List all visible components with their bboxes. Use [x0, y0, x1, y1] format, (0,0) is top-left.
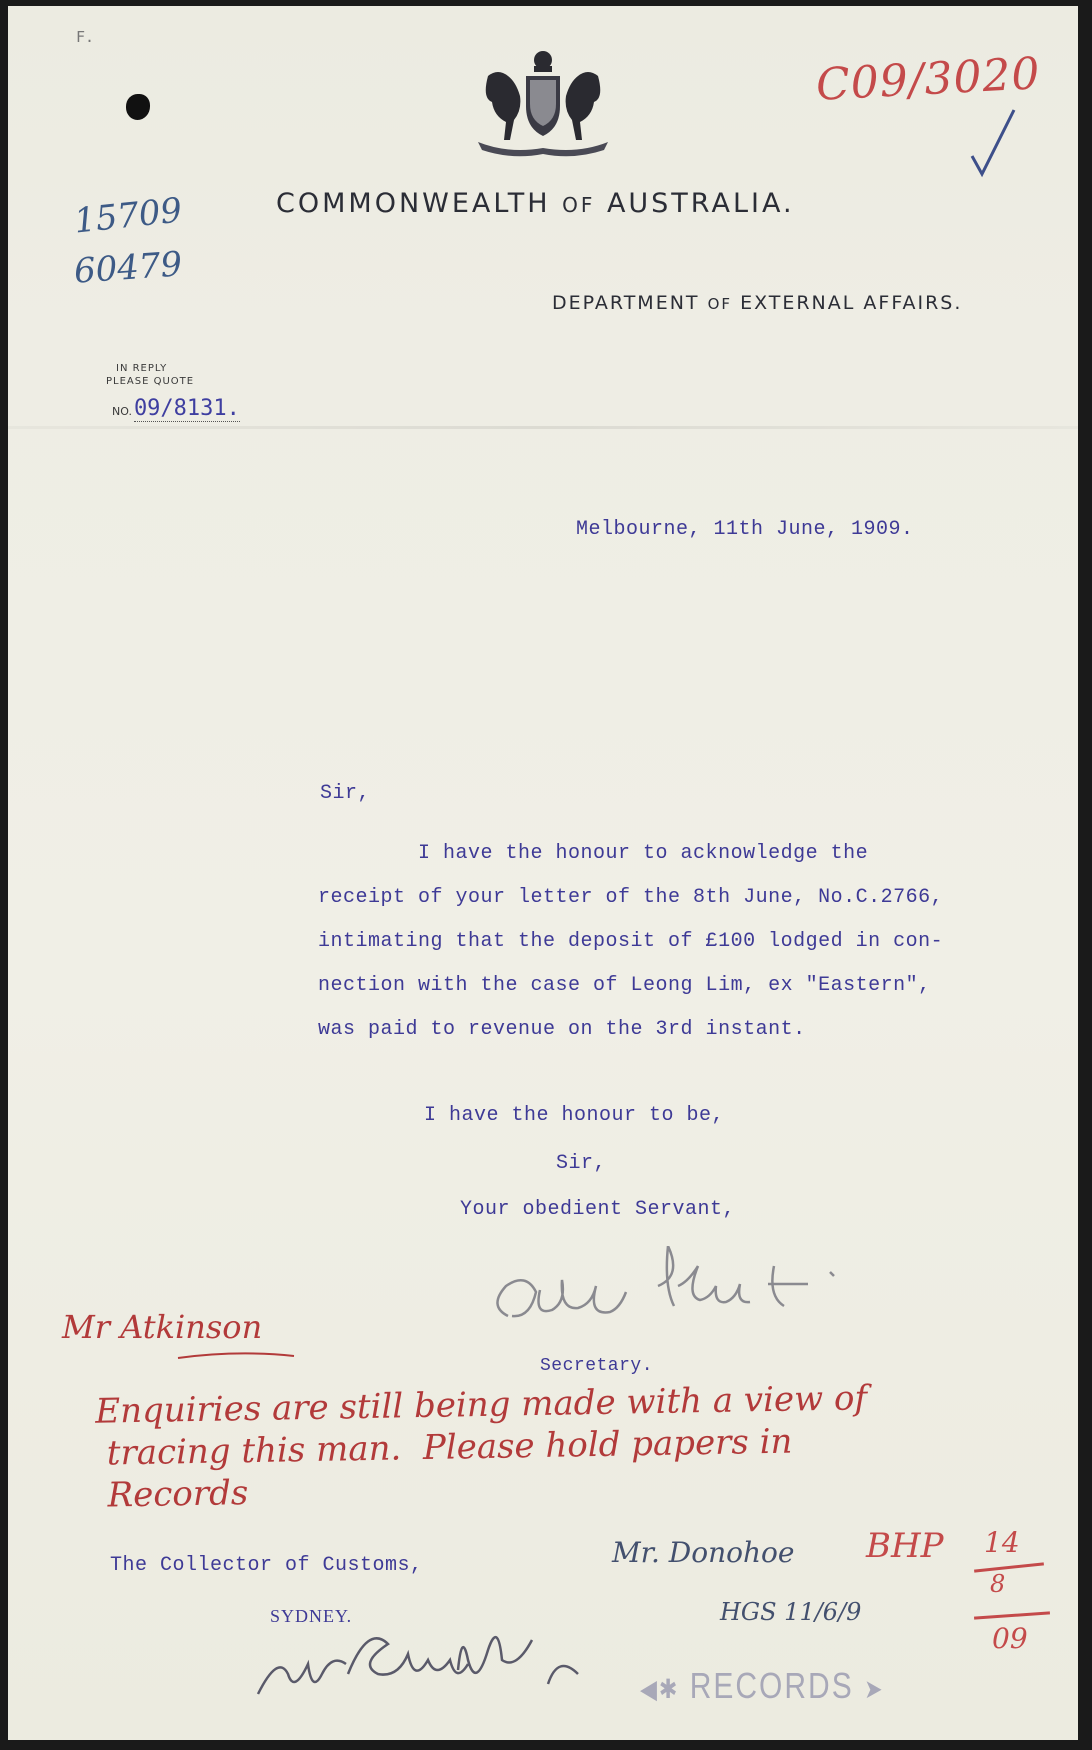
letterhead-title	[276, 188, 795, 219]
punch-hole	[126, 94, 150, 120]
minute-initials: BHP	[866, 1526, 944, 1566]
reply-no-value: 09/8131.	[133, 396, 240, 421]
dept-of: OF	[707, 295, 733, 313]
reply-line1: IN REPLY	[116, 363, 168, 374]
heading-part1: COMMONWEALTH	[276, 188, 551, 219]
secretary-title: Secretary.	[540, 1356, 654, 1376]
addressee-line-2: SYDNEY.	[270, 1606, 353, 1626]
fraction-year: 09	[992, 1622, 1028, 1655]
letter-body: I have the honour to acknowledge the receipt of your letter of the 8th June, No.C.2766, intimating that the deposit of £100 lodged in con- nection with the case of Leong Lim, ex "Eastern", was paid to revenue on the 3rd instant.	[318, 842, 944, 1041]
fraction-month: 8	[990, 1570, 1006, 1598]
heading-part2: AUSTRALIA.	[606, 188, 795, 219]
handwritten-note-body: Enquiries are still being made with a view of tracing this man. Please hold papers in Records	[94, 1378, 868, 1516]
page-fold	[8, 426, 1078, 429]
corner-mark: F.	[76, 28, 95, 46]
fraction-line-2	[974, 1611, 1050, 1619]
smith-signature	[248, 1624, 598, 1714]
stamp-arrow-left-icon: ◀✱	[640, 1673, 680, 1704]
handwritten-note-head: Mr Atkinson	[62, 1308, 263, 1346]
minute-donohoe: Mr. Donohoe	[612, 1536, 795, 1569]
salutation: Sir,	[320, 782, 371, 805]
dept-part1: DEPARTMENT	[552, 292, 700, 314]
closing-line-2: Sir,	[556, 1152, 607, 1175]
date-fraction	[974, 1526, 1054, 1656]
closing-line-1: I have the honour to be,	[424, 1104, 725, 1127]
pencil-note-1: 15709	[72, 190, 184, 242]
minute-hgs: HGS 11/6/9	[720, 1598, 862, 1626]
dept-part2: EXTERNAL AFFAIRS.	[740, 292, 963, 314]
secretary-signature	[478, 1246, 918, 1356]
heading-of: OF	[562, 193, 596, 217]
letter-date: Melbourne, 11th June, 1909.	[576, 518, 914, 541]
reply-number	[112, 396, 240, 421]
reply-line2: PLEASE QUOTE	[106, 376, 195, 387]
closing-line-3: Your obedient Servant,	[460, 1198, 736, 1221]
stamp-text: RECORDS	[689, 1666, 854, 1707]
department-line	[552, 292, 962, 314]
note-head-underline	[176, 1348, 296, 1362]
check-mark-icon	[968, 106, 1018, 186]
coat-of-arms-icon	[468, 46, 618, 158]
reply-no-label: NO.	[112, 405, 132, 418]
addressee-line-1: The Collector of Customs,	[110, 1554, 423, 1577]
reply-label	[106, 362, 195, 388]
fraction-day: 14	[984, 1526, 1020, 1559]
fraction-line-1	[974, 1562, 1044, 1572]
records-stamp	[640, 1667, 885, 1708]
file-reference-red: C09/3020	[814, 48, 1042, 111]
stamp-arrow-right-icon: ➤	[864, 1673, 885, 1704]
pencil-note-2: 60479	[72, 244, 184, 292]
letter-page	[8, 6, 1078, 1740]
